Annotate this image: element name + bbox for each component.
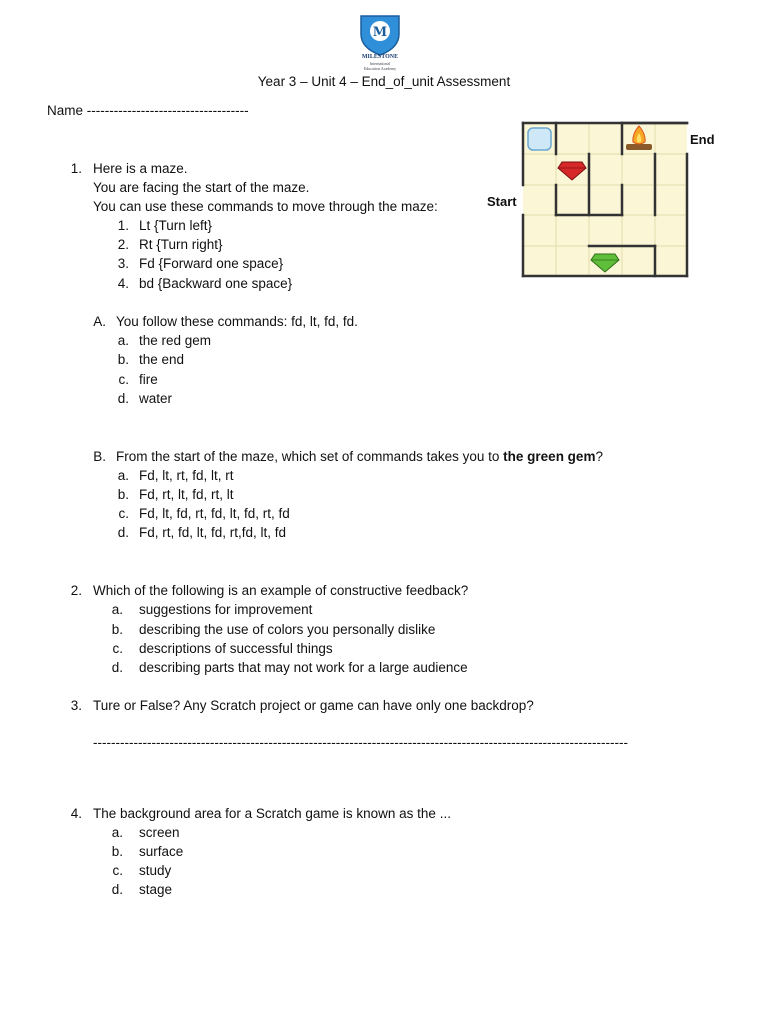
option-item[interactable]: screen	[139, 825, 180, 840]
maze-grid	[486, 118, 726, 288]
option-item[interactable]: the end	[139, 352, 185, 367]
option-item[interactable]: Fd, rt, fd, lt, fd, rt,fd, lt, fd	[139, 525, 287, 540]
maze-start-label: Start	[487, 194, 517, 209]
question-1-line: You can use these commands to move through the maze:	[93, 199, 438, 214]
command-number: 1.	[117, 218, 129, 233]
command-item: Rt {Turn right}	[139, 237, 223, 252]
option-letter: b.	[111, 844, 123, 859]
option-item[interactable]: water	[139, 391, 173, 406]
option-letter: c.	[118, 372, 129, 387]
option-item[interactable]: descriptions of successful things	[139, 641, 333, 656]
option-letter: c.	[112, 641, 123, 656]
question-number: 4.	[70, 806, 82, 821]
question-1-line: Here is a maze.	[93, 161, 188, 176]
option-letter: b.	[117, 352, 129, 367]
option-letter: d.	[111, 882, 123, 897]
option-letter: d.	[117, 525, 129, 540]
option-item[interactable]: describing parts that may not work for a large audience	[139, 660, 468, 675]
question-1-line: You are facing the start of the maze.	[93, 180, 310, 195]
svg-text:M: M	[372, 25, 388, 40]
subquestion-b-emphasis: the green gem	[503, 449, 596, 464]
subquestion-letter: B.	[93, 449, 106, 464]
shield-icon	[357, 12, 403, 56]
option-letter: c.	[118, 506, 129, 521]
option-letter: d.	[117, 391, 129, 406]
option-letter: a.	[117, 468, 129, 483]
question-number: 2.	[70, 583, 82, 598]
option-item[interactable]: describing the use of colors you personally dislike	[139, 622, 436, 637]
question-number: 3.	[70, 698, 82, 713]
option-letter: b.	[111, 622, 123, 637]
command-item: Lt {Turn left}	[139, 218, 213, 233]
subquestion-b-text	[116, 447, 603, 466]
option-item[interactable]: fire	[139, 372, 158, 387]
command-item: Fd {Forward one space}	[139, 256, 284, 271]
option-item[interactable]: Fd, lt, fd, rt, fd, lt, fd, rt, fd	[139, 506, 290, 521]
question-number: 1.	[70, 161, 82, 176]
option-letter: a.	[117, 333, 129, 348]
option-item[interactable]: stage	[139, 882, 173, 897]
subquestion-letter: A.	[93, 314, 106, 329]
maze-end-label: End	[690, 132, 715, 147]
option-item[interactable]: Fd, lt, rt, fd, lt, rt	[139, 468, 234, 483]
page-title: Year 3 – Unit 4 – End_of_unit Assessment	[257, 74, 511, 89]
option-letter: c.	[112, 863, 123, 878]
option-letter: b.	[117, 487, 129, 502]
question-4-text: The background area for a Scratch game is known as the ...	[93, 806, 451, 821]
answer-line[interactable]: -----------------------------------------------------------------------------------------------------------------------	[93, 735, 628, 750]
logo-subtitle: International	[369, 61, 391, 66]
option-letter: d.	[111, 660, 123, 675]
name-field[interactable]: Name ------------------------------------	[47, 103, 249, 118]
command-number: 4.	[117, 276, 129, 291]
question-2-text: Which of the following is an example of constructive feedback?	[93, 583, 469, 598]
water-icon	[528, 128, 551, 150]
logo-name: MILESTONE	[361, 54, 399, 60]
question-3-text: Ture or False? Any Scratch project or game can have only one backdrop?	[93, 698, 534, 713]
option-item[interactable]: the red gem	[139, 333, 212, 348]
option-letter: a.	[111, 602, 123, 617]
subquestion-b-text-start: From the start of the maze, which set of commands takes you to	[116, 449, 504, 464]
option-item[interactable]: suggestions for improvement	[139, 602, 313, 617]
subquestion-b-text-end: ?	[595, 449, 603, 464]
logo-subtitle: Education Academy	[363, 66, 397, 71]
option-item[interactable]: Fd, rt, lt, fd, rt, lt	[139, 487, 234, 502]
option-item[interactable]: surface	[139, 844, 184, 859]
command-number: 3.	[117, 256, 129, 271]
command-item: bd {Backward one space}	[139, 276, 293, 291]
option-item[interactable]: study	[139, 863, 172, 878]
option-letter: a.	[111, 825, 123, 840]
command-number: 2.	[117, 237, 129, 252]
maze-figure	[486, 118, 726, 288]
subquestion-a-text: You follow these commands: fd, lt, fd, fd.	[116, 314, 358, 329]
school-logo	[357, 12, 403, 70]
